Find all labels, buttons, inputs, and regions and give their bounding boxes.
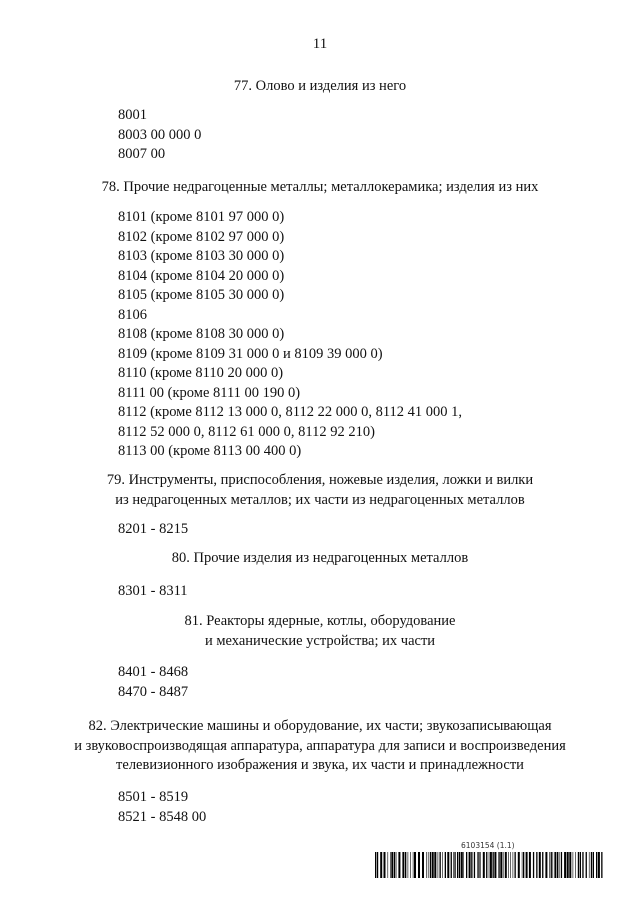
barcode-bar (539, 852, 541, 878)
barcode-bar (453, 852, 454, 878)
code-list-79 (118, 520, 188, 540)
barcode-bar (533, 852, 534, 878)
barcode-bar (440, 852, 441, 878)
barcode-bar (513, 852, 514, 878)
code-line: 8104 (кроме 8104 20 000 0) (118, 267, 285, 284)
code-list-82 (118, 788, 206, 827)
heading-line: 77. Олово и изделия из него (233, 78, 407, 94)
barcode-bar (428, 852, 429, 878)
code-line: 8110 (кроме 8110 20 000 0) (118, 365, 284, 381)
barcode-bar (391, 852, 393, 878)
barcode-bar (454, 852, 455, 878)
heading-line: из недрагоценных металлов; их части из недрагоценных металлов (115, 491, 525, 508)
barcode-bar (410, 852, 411, 878)
barcode-bar (483, 852, 485, 878)
code-line: 8112 (кроме 8112 13 000 0, 8112 22 000 0, 8112 41 000 1, (118, 404, 463, 420)
barcode-bar (559, 852, 560, 878)
barcode-bar (451, 852, 452, 878)
barcode-bar (542, 852, 543, 878)
barcode-bar (601, 852, 602, 878)
barcode-bar (442, 852, 443, 878)
heading-line: и звуковоспроизводящая аппаратура, аппаратура для записи и воспроизведения (74, 737, 566, 754)
barcode-bar (518, 852, 520, 878)
barcode-bar (438, 852, 439, 878)
barcode-bar (578, 852, 579, 878)
barcode-bar (461, 852, 463, 878)
barcode-bar (489, 852, 490, 878)
barcode-bar (474, 852, 475, 878)
code-list-81 (118, 663, 188, 702)
barcode-bar (529, 852, 531, 878)
code-line: 8112 52 000 0, 8112 61 000 0, 8112 92 210) (118, 423, 375, 440)
barcode-image (375, 852, 603, 878)
code-line: 8401 - 8468 (118, 664, 189, 680)
barcode-bar (494, 852, 496, 878)
barcode-bar (596, 852, 597, 878)
barcode-bar (526, 852, 528, 878)
barcode-bar (390, 852, 391, 878)
barcode-bar (567, 852, 569, 878)
barcode-bar (414, 852, 416, 878)
barcode-bar (575, 852, 576, 878)
code-line: 8108 (кроме 8108 30 000 0) (118, 326, 285, 342)
code-line: 8007 00 (118, 146, 166, 162)
barcode-bar (586, 852, 587, 878)
barcode-bar (505, 852, 507, 878)
heading-line: 79. Инструменты, приспособления, ножевые изделия, ложки и вилки (106, 472, 534, 488)
barcode-bar (408, 852, 409, 878)
code-line: 8103 (кроме 8103 30 000 0) (118, 248, 285, 264)
barcode-bar (486, 852, 487, 878)
barcode-bar (396, 852, 397, 878)
barcode-bar (522, 852, 523, 878)
page-number: 11 (312, 36, 328, 52)
barcode-bar (477, 852, 478, 878)
barcode-bar (498, 852, 499, 878)
barcode-bar (445, 852, 446, 878)
barcode-bar (573, 852, 574, 878)
barcode-bar (469, 852, 471, 878)
code-line: 8113 00 (кроме 8113 00 400 0) (118, 443, 302, 459)
barcode-bar (478, 852, 479, 878)
barcode-bar (418, 852, 420, 878)
code-line: 8003 00 000 0 (118, 126, 202, 143)
barcode-bar (536, 852, 537, 878)
barcode-bar (466, 852, 467, 878)
barcode-bar (490, 852, 492, 878)
barcode-bar (402, 852, 404, 878)
barcode-bar (500, 852, 502, 878)
barcode-bar (554, 852, 556, 878)
barcode-bar (553, 852, 554, 878)
barcode-bar (413, 852, 414, 878)
code-line: 8001 (118, 107, 147, 123)
barcode-bar (510, 852, 511, 878)
barcode-bar (569, 852, 571, 878)
barcode-bar (459, 852, 460, 878)
barcode-bar (561, 852, 562, 878)
barcode-bar (589, 852, 590, 878)
barcode-bar (447, 852, 449, 878)
barcode-bar (434, 852, 436, 878)
code-list-78 (118, 208, 462, 462)
code-line: 8111 00 (кроме 8111 00 190 0) (118, 384, 301, 401)
section-heading-80 (40, 549, 600, 569)
barcode-bar (384, 852, 386, 878)
code-list-80 (118, 582, 188, 602)
code-line: 8301 - 8311 (118, 583, 188, 599)
code-line: 8470 - 8487 (118, 683, 189, 700)
barcode-bar (432, 852, 434, 878)
barcode-bar (564, 852, 566, 878)
barcode-bar (377, 852, 378, 878)
barcode-bar (430, 852, 431, 878)
heading-line: и механические устройства; их части (204, 632, 436, 649)
code-line: 8501 - 8519 (118, 789, 189, 805)
barcode-bar (551, 852, 552, 878)
barcode-bar (480, 852, 481, 878)
barcode-bar (549, 852, 550, 878)
barcode-bar (394, 852, 395, 878)
heading-line: 80. Прочие изделия из недрагоценных металлов (171, 550, 469, 566)
code-line: 8101 (кроме 8101 97 000 0) (118, 209, 285, 225)
heading-line: 81. Реакторы ядерные, котлы, оборудование (184, 613, 456, 629)
code-line: 8105 (кроме 8105 30 000 0) (118, 287, 285, 303)
barcode-bar (405, 852, 406, 878)
barcode-bar (463, 852, 464, 878)
section-heading-79 (40, 471, 600, 510)
barcode-bar (598, 852, 600, 878)
code-line: 8106 (118, 306, 147, 323)
section-heading-81 (40, 612, 600, 651)
code-list-77 (118, 106, 201, 165)
code-line: 8109 (кроме 8109 31 000 0 и 8109 39 000 0) (118, 345, 383, 362)
section-heading-77 (40, 77, 600, 97)
heading-line: 82. Электрические машины и оборудование, их части; звукозаписывающая (88, 718, 552, 734)
barcode-bar (580, 852, 581, 878)
barcode-bar (508, 852, 509, 878)
barcode-bar (493, 852, 494, 878)
barcode-bar (426, 852, 427, 878)
barcode-bar (380, 852, 382, 878)
barcode-bar (398, 852, 400, 878)
barcode-bar (388, 852, 389, 878)
heading-line: телевизионного изображения и звука, их части и принадлежности (116, 757, 524, 773)
barcode-bar (591, 852, 592, 878)
code-line: 8102 (кроме 8102 97 000 0) (118, 228, 285, 245)
barcode-bar (593, 852, 594, 878)
section-heading-82 (40, 717, 600, 776)
barcode-bar (582, 852, 583, 878)
barcode-bar (557, 852, 558, 878)
barcode-bar (545, 852, 547, 878)
section-heading-78 (40, 178, 600, 198)
barcode-label: 6103154 (1.1) (461, 841, 515, 850)
barcode-bar (457, 852, 458, 878)
code-line: 8201 - 8215 (118, 521, 189, 537)
barcode-bar (503, 852, 504, 878)
barcode-bar (515, 852, 516, 878)
barcode-bar (422, 852, 424, 878)
barcode-bar (471, 852, 472, 878)
heading-line: 78. Прочие недрагоценные металлы; металлокерамика; изделия из них (101, 179, 539, 195)
barcode-bar (375, 852, 376, 878)
code-line: 8521 - 8548 00 (118, 808, 207, 825)
barcode-bar (523, 852, 524, 878)
